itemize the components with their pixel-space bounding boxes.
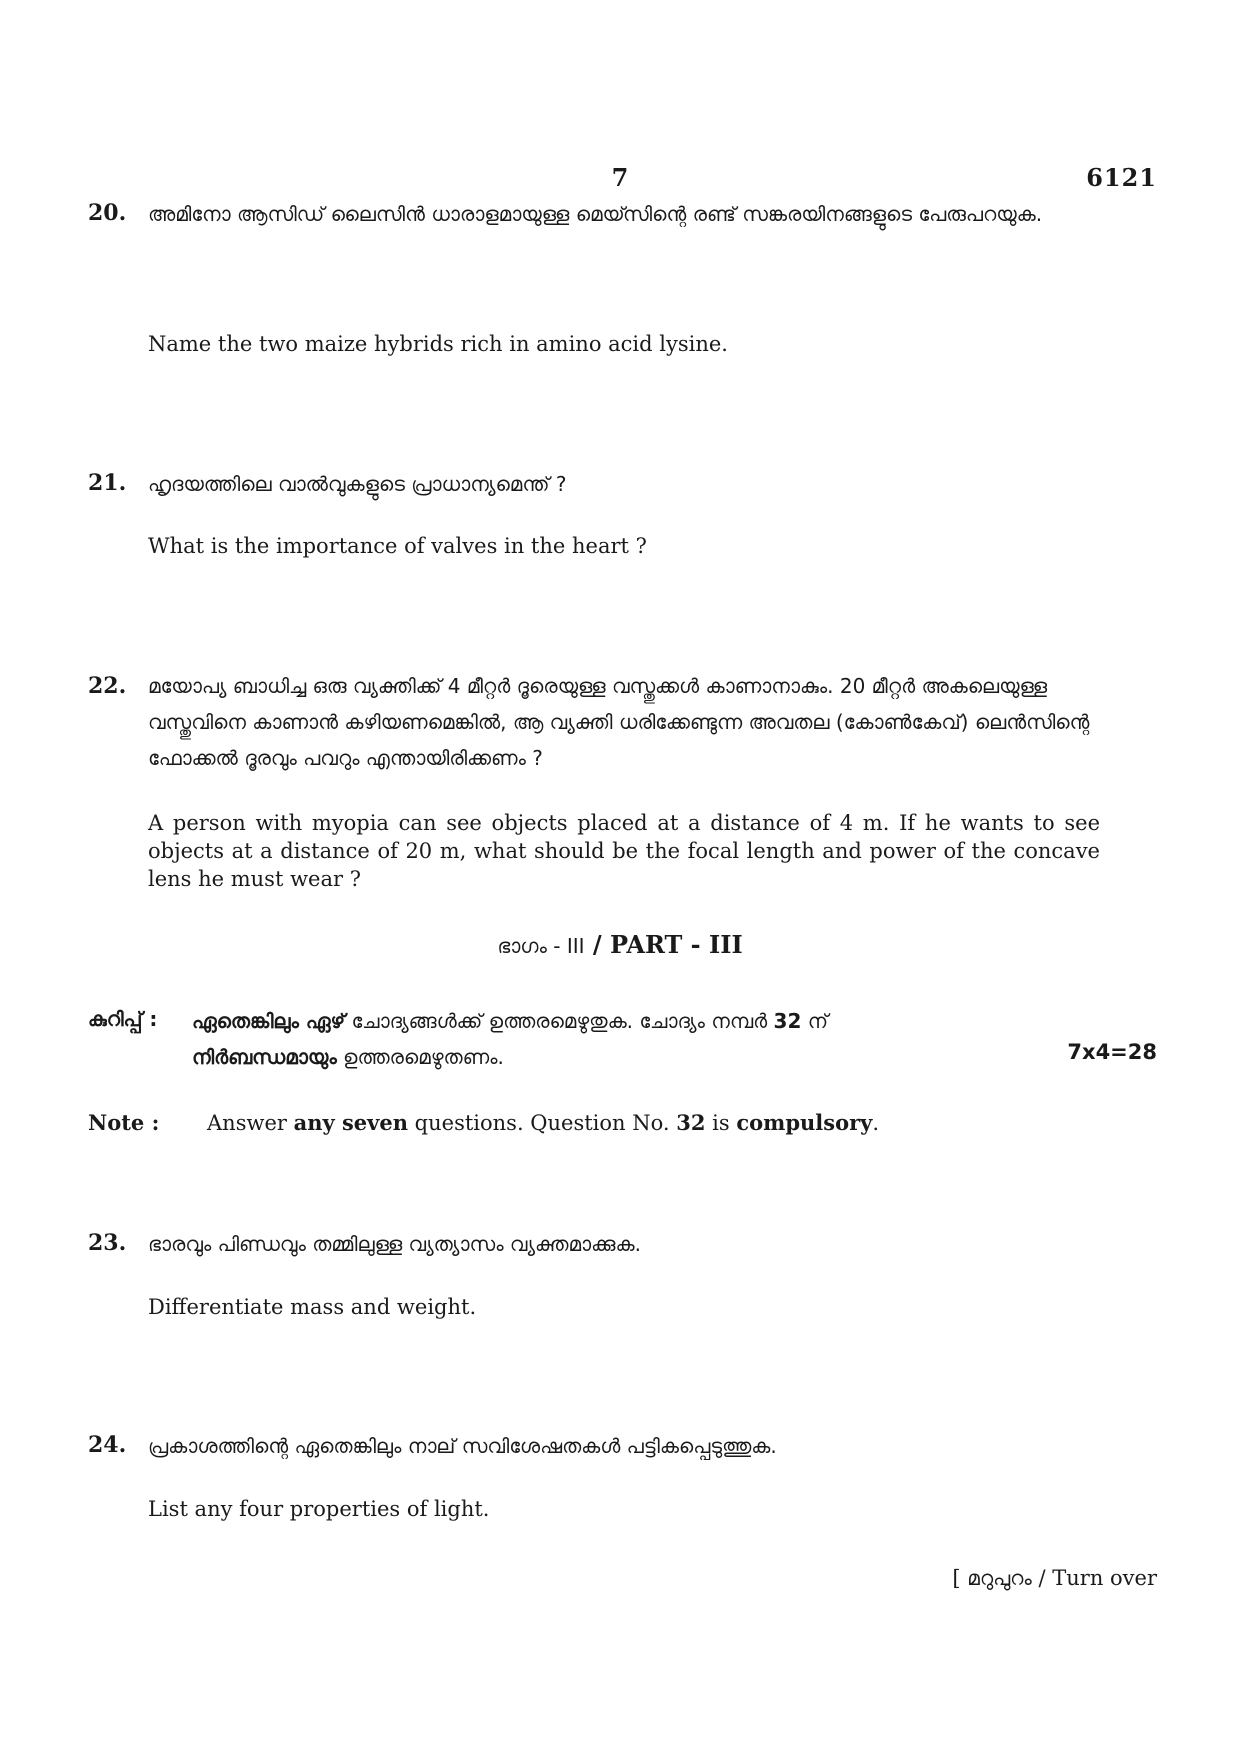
question-23-number: 23.	[88, 1230, 127, 1256]
question-22-malayalam: മയോപ്യ ബാധിച്ച ഒരു വ്യക്തിക്ക് 4 മീറ്റർ ദൂരെയുള്ള വസ്തുക്കൾ കാണാനാകും. 20 മീറ്റർ അകലെയുള്ള വസ്തുവിനെ കാണാൻ കഴിയണമെങ്കിൽ, ആ വ്യക്തി ധരിക്കേണ്ടുന്ന അവതല (കോൺകേവ്) ലെൻസിന്റെ ഫോക്കൽ ദൂരവും പവറും എന്തായിരിക്കണം ?	[148, 674, 1090, 770]
question-22-english: A person with myopia can see objects placed at a distance of 4 m. If he wants to see objects at a distance of 20 m, what should be the focal length and power of the concave lens he must wear ?	[148, 811, 1100, 891]
question-23-english: Differentiate mass and weight.	[148, 1295, 477, 1319]
part-heading	[0, 930, 1240, 959]
note-en-bold-any-seven: any seven	[293, 1110, 408, 1135]
turn-over-separator: /	[1031, 1566, 1053, 1590]
note-ml-text-1: ചോദ്യങ്ങൾക്ക് ഉത്തരമെഴുതുക. ചോദ്യം നമ്പർ	[345, 1009, 774, 1033]
question-24-malayalam: പ്രകാശത്തിന്റെ ഏതെങ്കിലും നാല് സവിശേഷതകൾ പട്ടികപ്പെടുത്തുക.	[148, 1434, 777, 1458]
page-number: 7	[611, 163, 629, 192]
turn-over-bracket: [	[952, 1566, 968, 1590]
question-22-number: 22.	[88, 673, 127, 699]
question-21-number: 21.	[88, 470, 127, 496]
question-20-number: 20.	[88, 200, 127, 226]
marks-scheme: 7x4=28	[1067, 1040, 1157, 1064]
note-en-text-1: Answer	[207, 1111, 294, 1135]
note-ml-text-2: ന്	[801, 1009, 829, 1033]
note-malayalam-text	[192, 1003, 1100, 1075]
question-20-malayalam: അമിനോ ആസിഡ് ലൈസിൻ ധാരാളമായുള്ള മെയ്സിന്റെ രണ്ട് സങ്കരയിനങ്ങളുടെ പേരുപറയുക.	[148, 202, 1043, 226]
note-english-text	[207, 1110, 879, 1135]
question-21-malayalam: ഹൃദയത്തിലെ വാൽവുകളുടെ പ്രാധാന്യമെന്ത് ?	[148, 472, 567, 496]
note-en-text-2: questions. Question No.	[408, 1111, 677, 1135]
question-24-english: List any four properties of light.	[148, 1497, 490, 1521]
note-ml-bold-any-seven: ഏതെങ്കിലും ഏഴ്	[192, 1009, 346, 1033]
turn-over	[952, 1566, 1157, 1590]
question-24-number: 24.	[88, 1432, 127, 1458]
note-ml-text-3: ഉത്തരമെഴുതണം.	[336, 1045, 504, 1069]
note-malayalam-label: കുറിപ്പ് :	[88, 1007, 158, 1031]
question-23-malayalam: ഭാരവും പിണ്ഡവും തമ്മിലുള്ള വ്യത്യാസം വ്യക്തമാക്കുക.	[148, 1232, 641, 1256]
note-en-question-number: 32	[676, 1110, 706, 1135]
note-en-text-3: is	[705, 1111, 737, 1135]
turn-over-english: Turn over	[1052, 1566, 1157, 1590]
note-english-label: Note :	[88, 1110, 160, 1135]
question-20-english: Name the two maize hybrids rich in amino acid lysine.	[148, 332, 728, 356]
part-heading-separator: /	[584, 930, 611, 959]
question-21-english: What is the importance of valves in the heart ?	[148, 534, 647, 558]
part-heading-english: PART - III	[610, 930, 743, 959]
note-en-text-4: .	[872, 1111, 880, 1135]
part-heading-malayalam: ഭാഗം - III	[497, 934, 585, 958]
note-en-bold-compulsory: compulsory	[736, 1110, 873, 1135]
note-ml-bold-compulsory: നിർബന്ധമായും	[192, 1045, 337, 1069]
turn-over-malayalam: മറുപുറം	[967, 1566, 1032, 1590]
note-ml-question-number: 32	[773, 1009, 802, 1033]
paper-code: 6121	[1086, 163, 1157, 192]
